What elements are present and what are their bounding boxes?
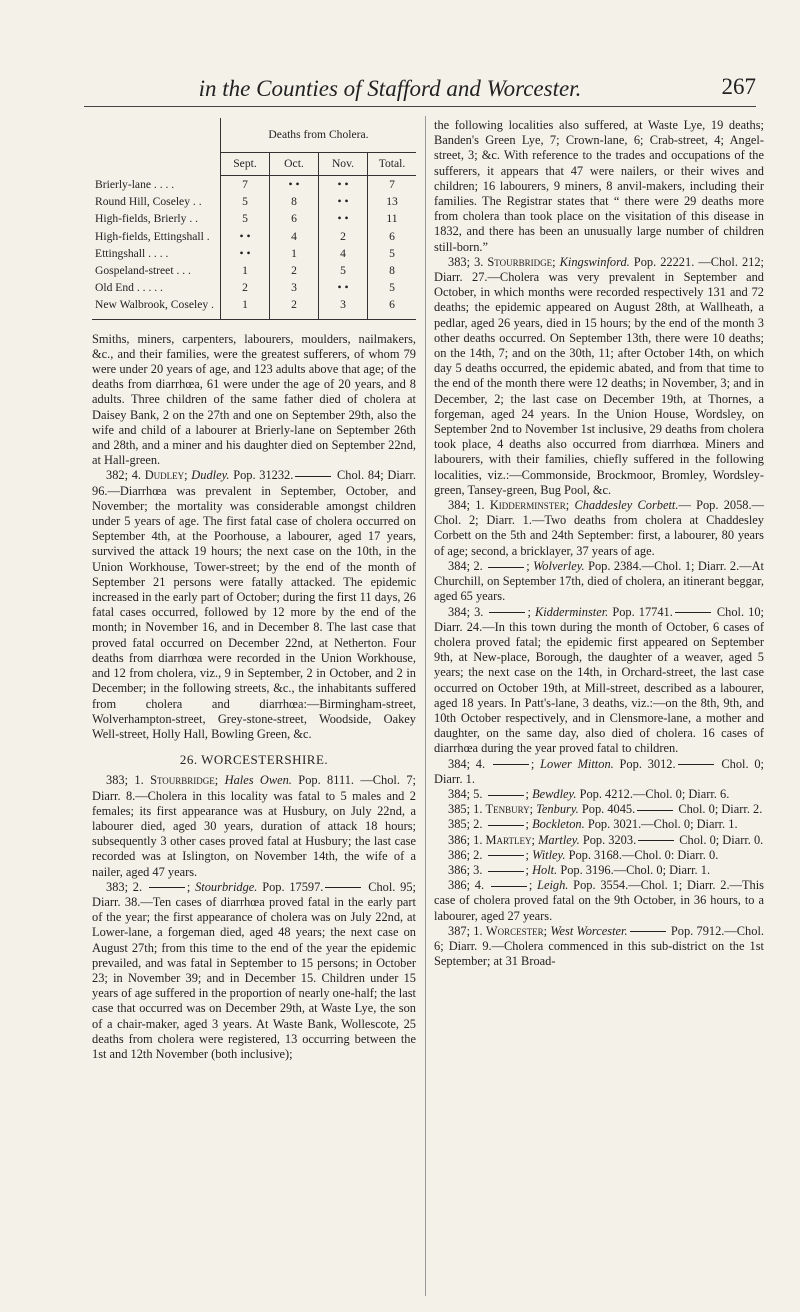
paragraph: the following localities also suffered, at Waste Lye, 19 deaths; Banden's Green Lye, 7; Crown-lane, 6; Crab-street, 4; Angel-street, 3; &c. With reference to the trades and occupations of the sufferers, it appears that 47 were nailers, or their wives and children; 16 labourers, 9 miners, 8 anvil-makers, including their families. The Registrar states that “ there were 29 deaths more from cholera than took place on the visitation of this disease in 1832, and there has been an unusually large number of children still-born.”: [434, 118, 764, 254]
entry-bewdley: 384; 5. ; Bewdley. Pop. 4212.—Chol. 0; Diarr. 6.: [448, 786, 730, 801]
section-heading: 26. WORCESTERSHIRE.: [179, 752, 329, 768]
page-number: 267: [721, 74, 756, 99]
entry-west-worcester: 387; 1. Worcester; West Worcester. Pop. 7912.—Chol. 6; Diarr. 9.—Cholera commenced in this sub-district on the 1st September; at 31 Broad-: [434, 923, 764, 969]
entry-witley: 386; 2. ; Witley. Pop. 3168.—Chol. 0: Diarr. 0.: [448, 847, 719, 862]
entry-chaddesley-corbett: 384; 1. Kidderminster; Chaddesley Corbett.— Pop. 2058.—Chol. 2; Diarr. 1.—Two deaths from cholera at Chaddesley Corbett on the 5th and 24th September: first, a labourer, 80 years of age; second, a bricklayer, 37 years of age.: [434, 498, 764, 558]
entry-bockleton: 385; 2. ; Bockleton. Pop. 3021.—Chol. 0; Diarr. 1.: [448, 817, 738, 832]
col-header-sept: Sept.: [221, 153, 270, 176]
cholera-deaths-table: [92, 118, 416, 320]
table-group-header: Deaths from Cholera.: [221, 118, 417, 153]
header-rule: [84, 106, 756, 107]
col-header-nov: Nov.: [319, 153, 368, 176]
entry-kingswinford: 383; 3. Stourbridge; Kingswinford. Pop. 22221. —Chol. 212; Diarr. 27.—Cholera was very prevalent in September and October, in which months were recorded respectively 131 and 72 deaths; the epidemic appeared on August 28th, at Wallheath, a pedlar, aged 26 years, died in 15 hours; by the end of the month 3 other deaths occurred. On September 13th, there were 10 deaths; on the 14th, 7; and on the 30th, 11; after October 14th, on which day 5 deaths occurred, the epidemic abated, and from that time to the end of the month there were 12 deaths; in November, 3; and in December, 2; the last case on December 19th, at Thornes, a forgeman, aged 24 years. In the Union House, Wordsley, on September 2nd to November 1st inclusive, 29 deaths from cholera took place, 4 deaths also occurred from diarrhœa. Miners and labourers, with their families, chiefly suffered in the following localities, viz.:—Commonside, Brockmoor, Bromley, Wordsley-green, Tansey-green, Bug Pool, &c.: [434, 254, 764, 497]
entry-leigh: 386; 4. ; Leigh. Pop. 3554.—Chol. 1; Diarr. 2.—This case of cholera proved fatal on the 9th October, in 36 hours, to a labourer, aged 27 years.: [434, 878, 764, 923]
table-row: Old End . . . . . 2 3 • • 5: [92, 279, 416, 296]
entry-dudley: 382; 4. Dudley; Dudley. Pop. 31232. Chol. 84; Diarr. 96.—Diarrhœa was prevalent in September, October, and November; the mortality was considerable amongst children under 5 years of age. The first fatal case of cholera occurred on September 4th, at the Poorhouse, a labourer, aged 17 years, survived the attack 19 hours; the next case on the 10th, in the Union Workhouse, Tower-street; by the end of the month of September 21 persons were fatally attacked. The epidemic increased in the early part of October; during the first 11 days, 26 fatal cases occurred, followed by 12 more by the end of the month; in November 16, and in December 8. The last case that proved fatal occurred on December 22nd, at Netherton. Four deaths from diarrhœa were recorded in the Union Workhouse, and 12 from cholera, viz., 9 in September, 2 in October, and 2 in December; in the following streets, &c., the inhabitants suffered from cholera and diarrhœa:—Birmingham-street, Wolverhampton-street, Grey-stone-street, Woodside, Oakey Well-street, Holly Hall, Bowling Green, &c.: [92, 468, 417, 741]
table-row: High-fields, Ettingshall . • • 4 2 6: [92, 228, 416, 245]
col-header-oct: Oct.: [270, 153, 319, 176]
entry-lower-mitton: 384; 4. ; Lower Mitton. Pop. 3012. Chol. 0; Diarr. 1.: [434, 756, 764, 786]
right-column: [434, 118, 764, 969]
table-row: Ettingshall . . . . • • 1 4 5: [92, 245, 416, 262]
table-row: Gospeland-street . . . 1 2 5 8: [92, 262, 416, 279]
table-row: Round Hill, Coseley . . 5 8 • • 13: [92, 193, 416, 210]
entry-holt: 386; 3. ; Holt. Pop. 3196.—Chol. 0; Diarr. 1.: [448, 862, 711, 877]
entry-martley: 386; 1. Martley; Martley. Pop. 3203. Chol. 0; Diarr. 0.: [448, 832, 764, 847]
table-row: High-fields, Brierly . . 5 6 • • 11: [92, 210, 416, 227]
page-header: [84, 68, 756, 108]
entry-wolverley: 384; 2. ; Wolverley. Pop. 2384.—Chol. 1; Diarr. 2.—At Churchill, on September 17th, died of cholera, an itinerant beggar, aged 65 years.: [434, 558, 764, 604]
table-row: Brierly-lane . . . . 7 • • • • 7: [92, 176, 416, 194]
entry-hales-owen: 383; 1. Stourbridge; Hales Owen. Pop. 8111. —Chol. 7; Diarr. 8.—Cholera in this locality was fatal to 5 males and 2 females; its first appearance was at Husbury, on July 22nd, a labourer died, aged 30 years, duration of attack 18 hours; subsequently 3 other cases proved fatal at Husbury; the last case recorded was at Islington, on November 14th, the wife of a nailer, aged 47 years.: [92, 773, 416, 879]
entry-kidderminster: 384; 3. ; Kidderminster. Pop. 17741. Chol. 10; Diarr. 24.—In this town during the month of October, 6 cases of cholera proved fatal; the epidemic first appeared on September 9th, at New-place, Borough, the daughter of a weaver, aged 5 years; the next case on the 14th, in Orchard-street, the last case occurred on October 19th, at Mill-street, described as a labourer, aged 18 years. In Patt's-lane, 3 deaths, viz.:—on the 8th, 9th, and 10th October respectively, and in Clensmore-lane, a mother and daughter, on the same day, also died of cholera. 16 cases of diarrhœa during the year proved fatal to children.: [434, 604, 764, 756]
paragraph: Smiths, miners, carpenters, labourers, moulders, nailmakers, &c., and their families, were the greatest sufferers, of whom 79 were under 20 years of age, and 123 adults above that age; of the deaths from diarrhœa, 61 were under the age of 20 years, and 8 adults. Three children of the same father died of cholera at Daisey Bank, 2 on the 27th and one on September 29th, also the wife and child of a labourer at Brierly-lane on September 26th and 28th, and a miner and his daughter died on September 22nd, at Hall-green.: [92, 331, 416, 468]
table-row: New Walbrook, Coseley . 1 2 3 6: [92, 296, 416, 319]
col-header-total: Total.: [368, 153, 417, 176]
column-divider: [425, 116, 426, 1296]
entry-stourbridge: 383; 2. ; Stourbridge. Pop. 17597. Chol. 95; Diarr. 38.—Ten cases of diarrhœa proved fatal in the early part of the year; the first appearance of cholera was on July 22nd, at Lower-lane, a forgeman died, aged 48 years; the next case on August 27th; from this time to the end of the year the epidemic prevailed, and was fatal in September to 15 persons; in October 23; in November 39; and in December 15. Children under 15 years of age suffered in the proportion of nearly one-half; the last case that occurred was on December 29th, at Waste Lye, the son of a chair-maker, aged 3 years. At Waste Bank, Wollescote, 25 deaths from cholera were registered, 13 occurring between the 1st and 12th November (both inclusive);: [92, 879, 416, 1061]
left-column: [92, 118, 416, 1062]
entry-tenbury: 385; 1. Tenbury; Tenbury. Pop. 4045. Chol. 0; Diarr. 2.: [448, 802, 763, 817]
running-title: in the Counties of Stafford and Worcester.: [198, 76, 582, 101]
